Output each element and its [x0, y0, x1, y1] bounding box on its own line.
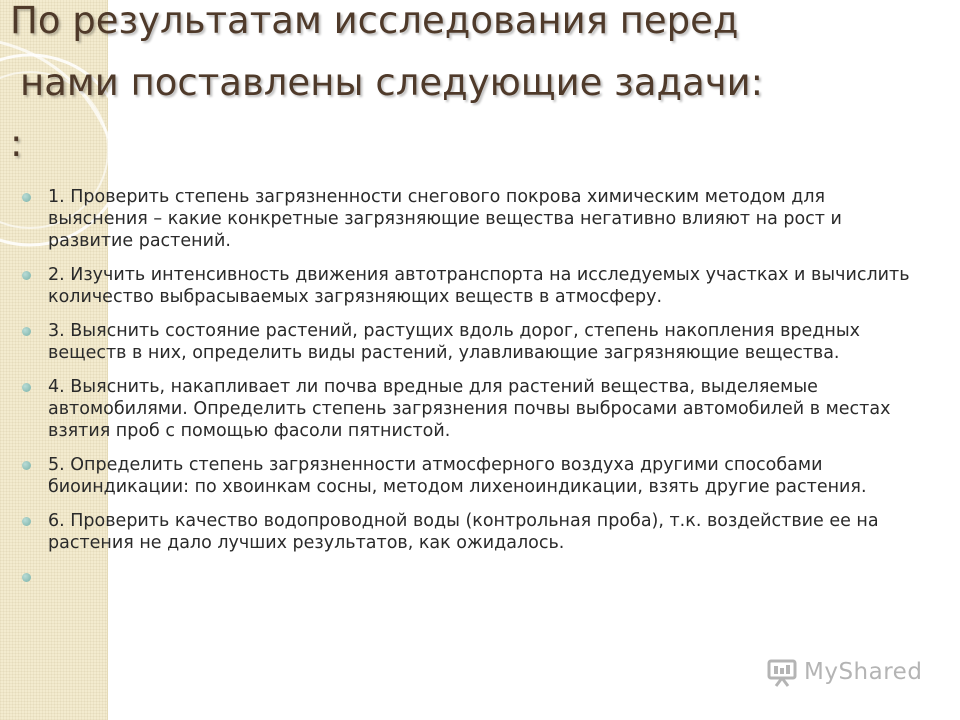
task-text: 6. Проверить качество водопроводной воды (контрольная проба), т.к. воздействие ее на растения не дало лучших результатов, как ожидалось. [48, 511, 879, 553]
watermark-text: MyShared [804, 659, 923, 685]
task-list [28, 186, 928, 566]
title-line: : [10, 122, 23, 165]
watermark [766, 656, 922, 688]
task-text: 4. Выяснить, накапливает ли почва вредные для растений вещества, выделяемые автомобилями. Определить степень загрязнения почвы выбросами автомобилей в местах взятия проб с помощью фасоли пятнистой. [48, 377, 891, 441]
list-item [28, 510, 928, 554]
task-text: 3. Выяснить состояние растений, растущих вдоль дорог, степень накопления вредных веществ в них, определить виды растений, улавливающие загрязняющие вещества. [48, 321, 861, 363]
task-text: 5. Определить степень загрязненности атмосферного воздуха другими способами биоиндикации: по хвоинкам сосны, методом лихеноиндикации, взять другие растения. [48, 455, 867, 497]
presentation-board-icon [766, 656, 798, 688]
slide-title [10, 0, 870, 174]
list-item [28, 320, 928, 364]
task-text: 2. Изучить интенсивность движения автотранспорта на исследуемых участках и вычислить количество выбрасываемых загрязняющих веществ в атмосферу. [48, 265, 910, 307]
title-line: нами поставлены следующие задачи: [20, 61, 764, 104]
bullet-icon [22, 383, 31, 392]
bullet-icon [22, 271, 31, 280]
title-line: По результатам исследования перед [10, 0, 739, 42]
bullet-icon [22, 461, 31, 470]
list-item [28, 186, 928, 252]
bullet-icon [22, 517, 31, 526]
bullet-icon [22, 573, 31, 582]
list-item [28, 264, 928, 308]
bullet-icon [22, 327, 31, 336]
list-item [28, 454, 928, 498]
bullet-icon [22, 193, 31, 202]
task-text: 1. Проверить степень загрязненности снегового покрова химическим методом для выяснения – какие конкретные загрязняющие вещества негативно влияют на рост и развитие растений. [48, 187, 842, 251]
list-item [28, 376, 928, 442]
